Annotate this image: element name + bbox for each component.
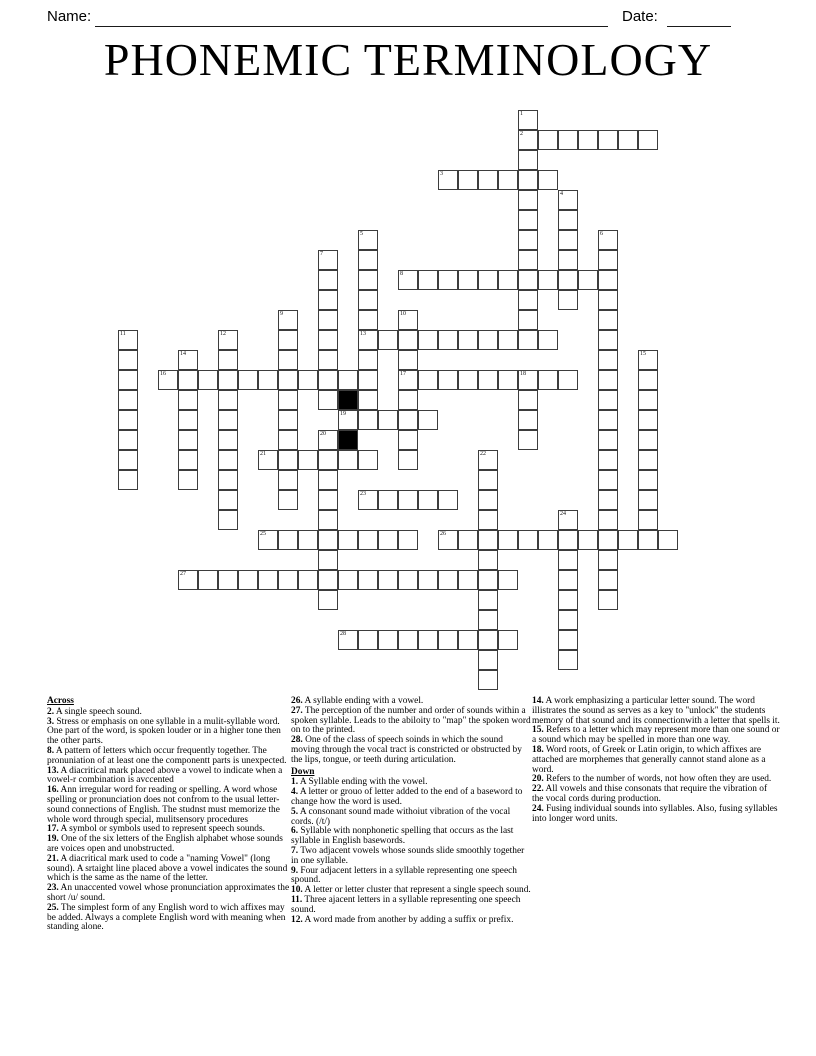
grid-cell[interactable]	[118, 470, 138, 490]
grid-cell[interactable]	[498, 170, 518, 190]
grid-cell[interactable]	[558, 650, 578, 670]
grid-cell[interactable]	[638, 530, 658, 550]
name-blank-line[interactable]	[95, 26, 608, 27]
grid-cell[interactable]	[318, 530, 338, 550]
cell-number: 21	[260, 451, 266, 457]
grid-cell[interactable]	[558, 230, 578, 250]
grid-cell[interactable]	[458, 570, 478, 590]
grid-cell[interactable]	[258, 530, 278, 550]
grid-cell[interactable]	[438, 490, 458, 510]
cell-number: 8	[400, 271, 403, 277]
grid-cell[interactable]	[478, 450, 498, 470]
grid-cell[interactable]	[438, 330, 458, 350]
grid-cell[interactable]	[278, 570, 298, 590]
grid-cell[interactable]	[358, 310, 378, 330]
grid-cell[interactable]	[278, 310, 298, 330]
clues-column-3	[532, 697, 780, 824]
grid-cell[interactable]	[558, 130, 578, 150]
grid-cell[interactable]	[438, 170, 458, 190]
grid-cell[interactable]	[278, 490, 298, 510]
grid-cell[interactable]	[378, 530, 398, 550]
grid-cell[interactable]	[598, 410, 618, 430]
grid-cell[interactable]	[278, 430, 298, 450]
clue-item-1: 1. A Syllable ending with the vowel.	[291, 777, 428, 788]
clue-item-22: 22. All vowels and thise consonats that require the vibration of the vocal cords during production.	[532, 784, 768, 804]
grid-cell[interactable]	[578, 270, 598, 290]
cell-number: 11	[120, 331, 126, 337]
grid-cell-black	[338, 390, 358, 410]
cell-number: 7	[320, 251, 323, 257]
cell-number: 24	[560, 511, 566, 517]
grid-cell[interactable]	[478, 570, 498, 590]
grid-cell[interactable]	[538, 330, 558, 350]
clues-column-1	[47, 697, 293, 933]
grid-cell[interactable]	[418, 630, 438, 650]
grid-cell[interactable]	[558, 290, 578, 310]
grid-cell[interactable]	[218, 470, 238, 490]
grid-cell[interactable]	[318, 270, 338, 290]
clue-item-9: 9. Four adjacent letters in a syllable representing one speech spound.	[291, 865, 517, 886]
grid-cell[interactable]	[518, 130, 538, 150]
grid-cell[interactable]	[418, 370, 438, 390]
clue-item-21: 21. A diacritical mark used to code a "naming Vowel" (long sound). A srtaight line placed above a vowel indicates the sound which is the same as the name of the letter.	[47, 853, 288, 884]
grid-cell[interactable]	[558, 610, 578, 630]
grid-cell[interactable]	[318, 330, 338, 350]
grid-cell[interactable]	[638, 130, 658, 150]
grid-cell[interactable]	[358, 490, 378, 510]
grid-cell[interactable]	[658, 530, 678, 550]
cell-number: 5	[360, 231, 363, 237]
grid-cell[interactable]	[538, 530, 558, 550]
grid-cell[interactable]	[518, 530, 538, 550]
grid-cell[interactable]	[598, 270, 618, 290]
grid-cell[interactable]	[358, 370, 378, 390]
cell-number: 14	[180, 351, 186, 357]
grid-cell[interactable]	[478, 270, 498, 290]
grid-cell[interactable]	[438, 570, 458, 590]
clue-item-18: 18. Word roots, of Greek or Latin origin, to which affixes are attached are morphemes that generally cannot stand alone as a word.	[532, 744, 766, 775]
grid-cell[interactable]	[298, 570, 318, 590]
grid-cell[interactable]	[598, 310, 618, 330]
grid-cell[interactable]	[398, 430, 418, 450]
cell-number: 16	[160, 371, 166, 377]
cell-number: 20	[320, 431, 326, 437]
grid-cell[interactable]	[638, 510, 658, 530]
grid-cell[interactable]	[418, 410, 438, 430]
grid-cell[interactable]	[218, 510, 238, 530]
clue-item-23: 23. An unaccented vowel whose pronunciation approximates the short /u/ sound.	[47, 883, 290, 903]
grid-cell[interactable]	[638, 470, 658, 490]
clue-item-10: 10. A letter or letter cluster that represent a single speech sound.	[291, 885, 531, 896]
clue-item-26: 26. A syllable ending with a vowel.	[291, 696, 424, 706]
grid-cell[interactable]	[578, 130, 598, 150]
grid-cell[interactable]	[118, 390, 138, 410]
grid-cell[interactable]	[518, 190, 538, 210]
grid-cell[interactable]	[558, 570, 578, 590]
grid-cell[interactable]	[358, 450, 378, 470]
date-label: Date:	[622, 8, 658, 25]
grid-cell[interactable]	[638, 390, 658, 410]
grid-cell[interactable]	[438, 530, 458, 550]
grid-cell[interactable]	[358, 630, 378, 650]
grid-cell[interactable]	[518, 110, 538, 130]
grid-cell[interactable]	[338, 370, 358, 390]
grid-cell[interactable]	[118, 450, 138, 470]
clue-item-8: 8. A pattern of letters which occur frequently together. The pronuniation of at least one the componentt parts is unexpected.	[47, 745, 287, 766]
cell-number: 1	[520, 111, 523, 117]
grid-cell[interactable]	[598, 390, 618, 410]
grid-cell[interactable]	[318, 250, 338, 270]
grid-cell[interactable]	[398, 310, 418, 330]
grid-cell[interactable]	[358, 570, 378, 590]
grid-cell[interactable]	[358, 530, 378, 550]
grid-cell[interactable]	[618, 130, 638, 150]
cell-number: 19	[340, 411, 346, 417]
grid-cell[interactable]	[478, 650, 498, 670]
grid-cell[interactable]	[178, 390, 198, 410]
cell-number: 26	[440, 531, 446, 537]
grid-cell[interactable]	[558, 550, 578, 570]
clue-item-13: 13. A diacritical mark placed above a vowel to indicate when a vowel-r combination is avccented	[47, 765, 283, 786]
grid-cell[interactable]	[398, 330, 418, 350]
grid-cell[interactable]	[478, 590, 498, 610]
grid-cell[interactable]	[558, 370, 578, 390]
grid-cell[interactable]	[478, 610, 498, 630]
grid-cell[interactable]	[218, 570, 238, 590]
grid-cell[interactable]	[278, 410, 298, 430]
grid-cell[interactable]	[498, 530, 518, 550]
grid-cell[interactable]	[298, 450, 318, 470]
cell-number: 13	[360, 331, 366, 337]
grid-cell[interactable]	[278, 530, 298, 550]
grid-cell[interactable]	[398, 490, 418, 510]
grid-cell[interactable]	[418, 270, 438, 290]
clue-item-4: 4. A letter or grouo of letter added to the end of a baseword to change how the word is used.	[291, 787, 523, 807]
grid-cell[interactable]	[518, 370, 538, 390]
cell-number: 2	[520, 131, 523, 137]
grid-cell[interactable]	[598, 130, 618, 150]
grid-cell[interactable]	[278, 450, 298, 470]
cell-number: 6	[600, 231, 603, 237]
grid-cell[interactable]	[598, 250, 618, 270]
grid-cell[interactable]	[478, 170, 498, 190]
grid-cell[interactable]	[418, 570, 438, 590]
grid-cell[interactable]	[518, 150, 538, 170]
cell-number: 10	[400, 311, 406, 317]
grid-cell[interactable]	[358, 290, 378, 310]
grid-cell[interactable]	[218, 350, 238, 370]
grid-cell[interactable]	[278, 390, 298, 410]
grid-cell[interactable]	[538, 170, 558, 190]
grid-cell[interactable]	[318, 430, 338, 450]
grid-cell[interactable]	[358, 410, 378, 430]
grid-cell[interactable]	[438, 370, 458, 390]
clue-item-17: 17. A symbol or symbols used to represent speech sounds.	[47, 824, 265, 835]
grid-cell[interactable]	[178, 450, 198, 470]
clue-item-2: 2. A single speech sound.	[47, 706, 142, 717]
grid-cell[interactable]	[338, 450, 358, 470]
clues-column-2	[291, 697, 531, 925]
grid-cell[interactable]	[178, 470, 198, 490]
clue-item-28: 28. One of the class of speech soinds in which the sound moving through the vocal tract is constricted or obstructed by the lips, tongue, or teeth during articulation.	[291, 735, 522, 765]
grid-cell[interactable]	[278, 330, 298, 350]
grid-cell[interactable]	[238, 370, 258, 390]
grid-cell[interactable]	[558, 250, 578, 270]
grid-cell[interactable]	[258, 570, 278, 590]
grid-cell[interactable]	[438, 270, 458, 290]
grid-cell[interactable]	[218, 490, 238, 510]
grid-cell[interactable]	[318, 310, 338, 330]
grid-cell[interactable]	[638, 410, 658, 430]
grid-cell[interactable]	[498, 630, 518, 650]
grid-cell[interactable]	[418, 330, 438, 350]
grid-cell[interactable]	[538, 130, 558, 150]
clue-item-6: 6. Syllable with nonphonetic spelling that occurs as the last syllable in English basewords.	[291, 826, 514, 847]
grid-cell[interactable]	[478, 670, 498, 690]
cell-number: 25	[260, 531, 266, 537]
grid-cell[interactable]	[358, 350, 378, 370]
grid-cell[interactable]	[538, 270, 558, 290]
grid-cell[interactable]	[338, 630, 358, 650]
grid-cell[interactable]	[418, 490, 438, 510]
cell-number: 28	[340, 631, 346, 637]
grid-cell[interactable]	[518, 170, 538, 190]
grid-cell[interactable]	[338, 570, 358, 590]
cell-number: 23	[360, 491, 366, 497]
grid-cell[interactable]	[318, 550, 338, 570]
page-title: PHONEMIC TERMINOLOGY	[103, 34, 713, 85]
grid-cell[interactable]	[458, 170, 478, 190]
grid-cell[interactable]	[598, 330, 618, 350]
name-label: Name:	[47, 8, 92, 25]
grid-cell[interactable]	[558, 190, 578, 210]
grid-cell[interactable]	[118, 330, 138, 350]
grid-cell[interactable]	[458, 630, 478, 650]
grid-cell[interactable]	[118, 430, 138, 450]
grid-cell[interactable]	[558, 530, 578, 550]
grid-cell[interactable]	[218, 370, 238, 390]
grid-cell[interactable]	[598, 230, 618, 250]
grid-cell[interactable]	[378, 330, 398, 350]
grid-cell[interactable]	[218, 390, 238, 410]
grid-cell[interactable]	[498, 330, 518, 350]
grid-cell[interactable]	[638, 370, 658, 390]
grid-cell[interactable]	[158, 370, 178, 390]
grid-cell[interactable]	[358, 250, 378, 270]
grid-cell[interactable]	[118, 370, 138, 390]
grid-cell[interactable]	[478, 510, 498, 530]
grid-cell[interactable]	[318, 570, 338, 590]
grid-cell[interactable]	[598, 490, 618, 510]
grid-cell[interactable]	[178, 410, 198, 430]
grid-cell[interactable]	[598, 470, 618, 490]
grid-cell[interactable]	[598, 590, 618, 610]
grid-cell[interactable]	[238, 570, 258, 590]
grid-cell[interactable]	[198, 370, 218, 390]
grid-cell[interactable]	[518, 230, 538, 250]
grid-cell[interactable]	[558, 510, 578, 530]
grid-cell[interactable]	[398, 630, 418, 650]
grid-cell[interactable]	[638, 450, 658, 470]
grid-cell[interactable]	[218, 450, 238, 470]
grid-cell[interactable]	[478, 490, 498, 510]
grid-cell[interactable]	[578, 530, 598, 550]
grid-cell[interactable]	[518, 390, 538, 410]
grid-cell[interactable]	[498, 270, 518, 290]
cell-number: 18	[520, 371, 526, 377]
grid-cell[interactable]	[598, 290, 618, 310]
cell-number: 22	[480, 451, 486, 457]
cell-number: 17	[400, 371, 406, 377]
cell-number: 4	[560, 191, 563, 197]
cell-number: 27	[180, 571, 186, 577]
grid-cell[interactable]	[598, 430, 618, 450]
grid-cell[interactable]	[398, 350, 418, 370]
grid-cell[interactable]	[298, 370, 318, 390]
grid-cell[interactable]	[178, 370, 198, 390]
grid-cell[interactable]	[318, 290, 338, 310]
grid-cell[interactable]	[478, 330, 498, 350]
grid-cell[interactable]	[218, 410, 238, 430]
grid-cell[interactable]	[638, 430, 658, 450]
clue-item-5: 5. A consonant sound made withoiut vibration of the vocal cords. (/t/)	[291, 806, 511, 827]
cell-number: 15	[640, 351, 646, 357]
grid-cell[interactable]	[318, 590, 338, 610]
grid-cell[interactable]	[278, 470, 298, 490]
grid-cell[interactable]	[558, 270, 578, 290]
grid-cell[interactable]	[358, 330, 378, 350]
grid-cell[interactable]	[258, 450, 278, 470]
grid-cell[interactable]	[378, 490, 398, 510]
grid-cell[interactable]	[638, 350, 658, 370]
grid-cell[interactable]	[258, 370, 278, 390]
grid-cell[interactable]	[518, 210, 538, 230]
grid-cell[interactable]	[598, 550, 618, 570]
grid-cell[interactable]	[318, 390, 338, 410]
clue-item-12: 12. A word made from another by adding a suffix or prefix.	[291, 914, 514, 925]
grid-cell-black	[338, 430, 358, 450]
grid-cell[interactable]	[378, 570, 398, 590]
grid-cell[interactable]	[318, 370, 338, 390]
grid-cell[interactable]	[538, 370, 558, 390]
grid-cell[interactable]	[558, 630, 578, 650]
grid-cell[interactable]	[358, 230, 378, 250]
grid-cell[interactable]	[518, 310, 538, 330]
grid-cell[interactable]	[478, 370, 498, 390]
cell-number: 12	[220, 331, 226, 337]
grid-cell[interactable]	[298, 530, 318, 550]
grid-cell[interactable]	[398, 270, 418, 290]
grid-cell[interactable]	[518, 430, 538, 450]
grid-cell[interactable]	[178, 430, 198, 450]
grid-cell[interactable]	[458, 270, 478, 290]
clue-item-7: 7. Two adjacent vowels whose sounds slide smoothly together in one syllable.	[291, 845, 525, 866]
clue-item-27: 27. The perception of the number and order of sounds within a spoken syllable. Leads to the abiloity to "map" the spoken word on to the printed.	[291, 705, 531, 736]
grid-cell[interactable]	[478, 630, 498, 650]
grid-cell[interactable]	[278, 350, 298, 370]
grid-cell[interactable]	[398, 370, 418, 390]
grid-cell[interactable]	[518, 250, 538, 270]
grid-cell[interactable]	[218, 430, 238, 450]
grid-cell[interactable]	[398, 570, 418, 590]
grid-cell[interactable]	[598, 510, 618, 530]
clue-item-19: 19. One of the six letters of the English alphabet whose sounds are voices open and unobstructed.	[47, 834, 283, 854]
grid-cell[interactable]	[598, 570, 618, 590]
grid-cell[interactable]	[338, 530, 358, 550]
grid-cell[interactable]	[378, 410, 398, 430]
grid-cell[interactable]	[398, 530, 418, 550]
clue-item-16: 16. Ann irregular word for reading or spelling. A word whose spelling or pronunciation does not confrom to the usual letter-sound connections of English. The studnst must memorize the whole word through special, mulitsensory procedures	[47, 785, 280, 825]
grid-cell[interactable]	[318, 490, 338, 510]
grid-cell[interactable]	[398, 390, 418, 410]
grid-cell[interactable]	[398, 450, 418, 470]
grid-cell[interactable]	[598, 450, 618, 470]
grid-cell[interactable]	[318, 510, 338, 530]
across-header: Across	[47, 696, 74, 706]
grid-cell[interactable]	[518, 410, 538, 430]
grid-cell[interactable]	[558, 590, 578, 610]
grid-cell[interactable]	[518, 270, 538, 290]
grid-cell[interactable]	[478, 530, 498, 550]
clue-item-11: 11. Three ajacent letters in a syllable representing one speech sound.	[291, 894, 521, 915]
grid-cell[interactable]	[598, 530, 618, 550]
grid-cell[interactable]	[458, 530, 478, 550]
grid-cell[interactable]	[318, 450, 338, 470]
grid-cell[interactable]	[478, 470, 498, 490]
grid-cell[interactable]	[518, 330, 538, 350]
grid-cell[interactable]	[278, 370, 298, 390]
clue-item-3: 3. Stress or emphasis on one syllable in a mulit-syllable word. One part of the word, is spoken louder or in a higher tone then the other parts.	[47, 716, 281, 747]
cell-number: 3	[440, 171, 443, 177]
grid-cell[interactable]	[118, 410, 138, 430]
grid-cell[interactable]	[178, 350, 198, 370]
grid-cell[interactable]	[458, 330, 478, 350]
clue-item-14: 14. A work emphasizing a particular letter sound. The word illistrates the sound as serves as a key to "unlock" the students memory of that sound and its connectionwith a letter that spells it.	[532, 696, 780, 726]
grid-cell[interactable]	[198, 570, 218, 590]
grid-cell[interactable]	[178, 570, 198, 590]
grid-cell[interactable]	[598, 350, 618, 370]
grid-cell[interactable]	[638, 490, 658, 510]
clue-item-25: 25. The simplest form of any English word to wich affixes may be added. Always a complete English word with meaning when standing alone.	[47, 902, 286, 933]
down-header: Down	[291, 766, 315, 777]
grid-cell[interactable]	[438, 630, 458, 650]
date-blank-line[interactable]	[667, 26, 731, 27]
grid-cell[interactable]	[318, 470, 338, 490]
grid-cell[interactable]	[498, 370, 518, 390]
grid-cell[interactable]	[458, 370, 478, 390]
grid-cell[interactable]	[358, 390, 378, 410]
grid-cell[interactable]	[498, 570, 518, 590]
grid-cell[interactable]	[318, 350, 338, 370]
grid-cell[interactable]	[598, 370, 618, 390]
grid-cell[interactable]	[378, 630, 398, 650]
clue-item-20: 20. Refers to the number of words, not how often they are used.	[532, 774, 772, 785]
grid-cell[interactable]	[618, 530, 638, 550]
clue-item-15: 15. Refers to a letter which may represent more than one sound or a sound which may be spelled in more than one way.	[532, 725, 780, 746]
cell-number: 9	[280, 311, 283, 317]
grid-cell[interactable]	[558, 210, 578, 230]
grid-cell[interactable]	[118, 350, 138, 370]
grid-cell[interactable]	[218, 330, 238, 350]
grid-cell[interactable]	[338, 410, 358, 430]
grid-cell[interactable]	[478, 550, 498, 570]
grid-cell[interactable]	[518, 290, 538, 310]
grid-cell[interactable]	[398, 410, 418, 430]
clue-item-24: 24. Fusing individual sounds into syllables. Also, fusing syllables into longer word units.	[532, 803, 778, 824]
grid-cell[interactable]	[358, 270, 378, 290]
